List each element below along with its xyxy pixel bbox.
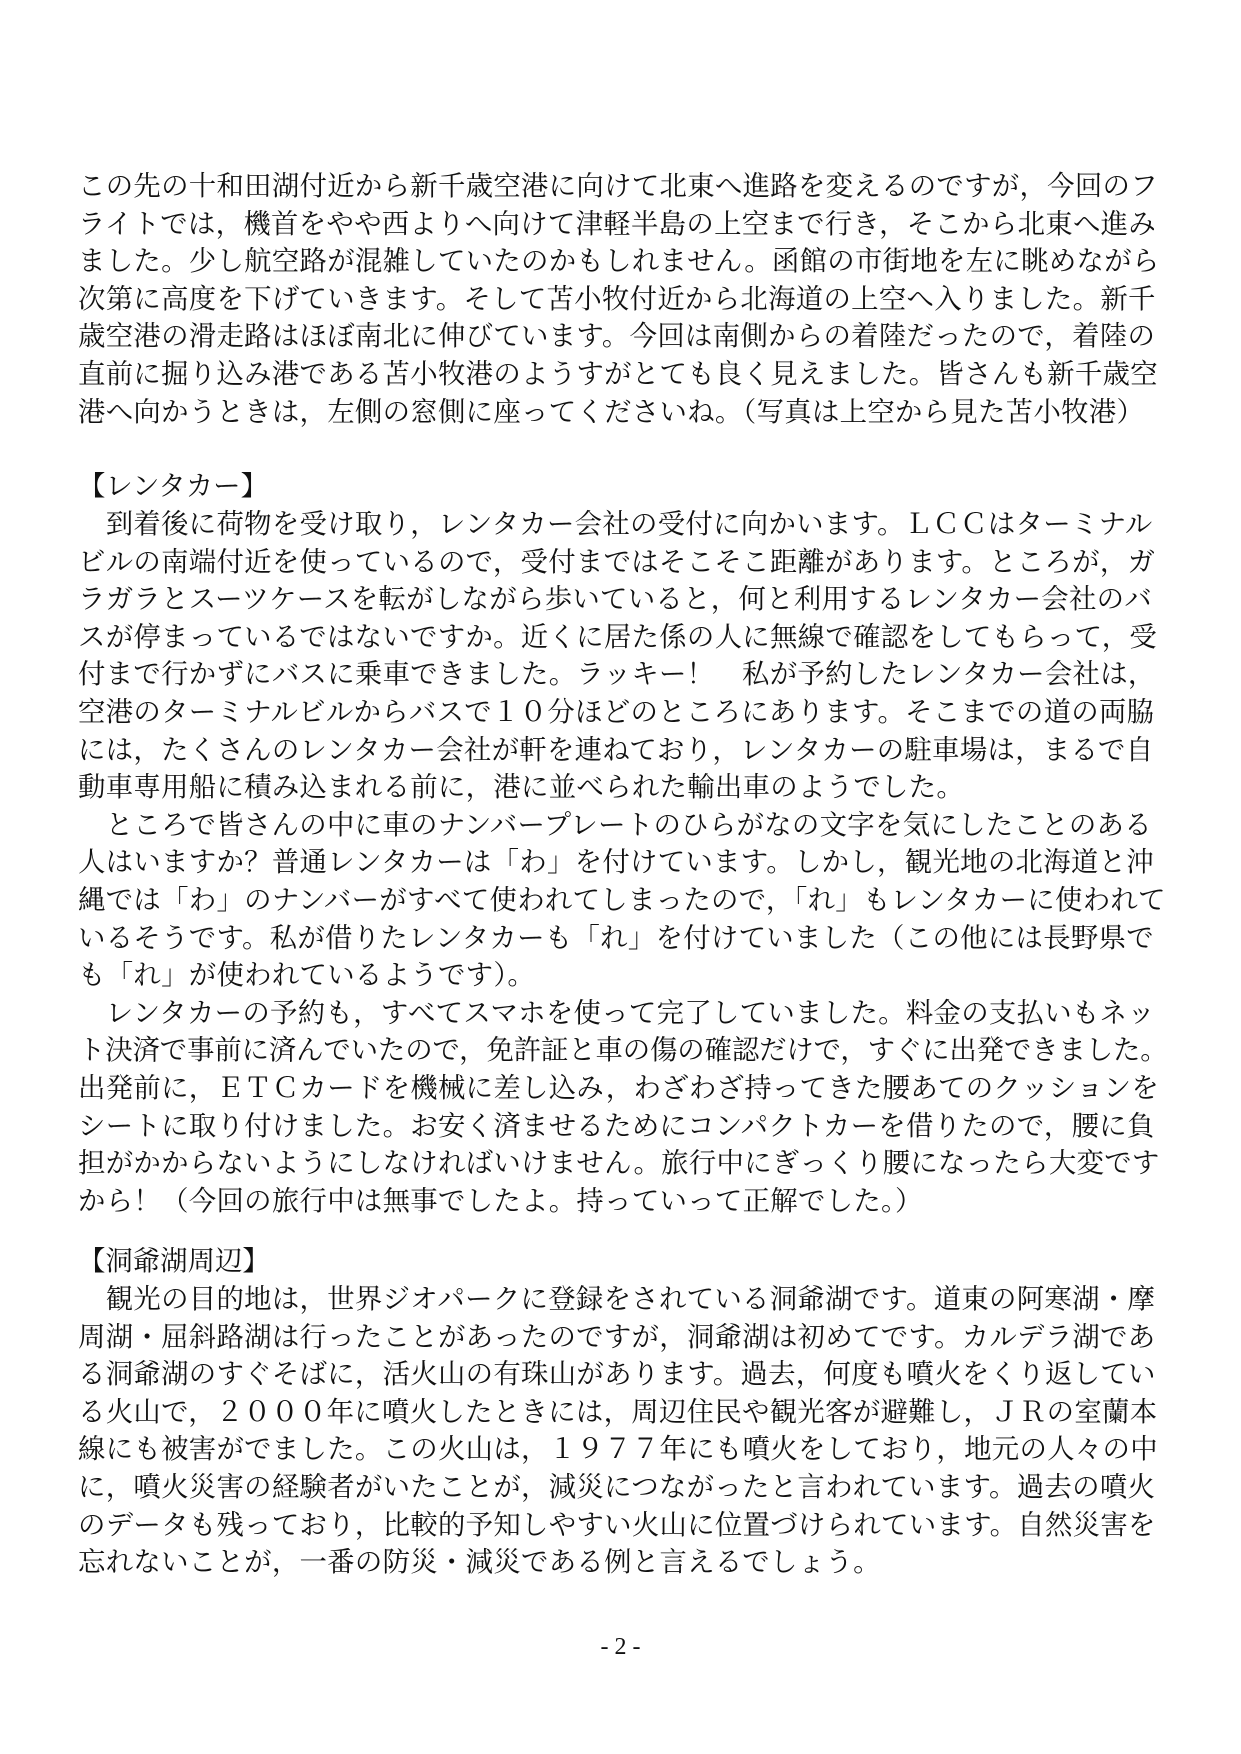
- paragraph-line: ました。少し航空路が混雑していたのかもしれません。函館の市街地を左に眺めながら: [78, 246, 1160, 278]
- paragraph-line: る火山で，２０００年に噴火したときには，周辺住民や観光客が避難し，ＪＲの室蘭本: [78, 1396, 1158, 1428]
- paragraph-line: のデータも残っており，比較的予知しやすい火山に位置づけられています。自然災害を: [78, 1509, 1156, 1541]
- paragraph-line: ト決済で事前に済んでいたので，免許証と車の傷の確認だけで，すぐに出発できました。: [78, 1035, 1168, 1067]
- paragraph-line: 忘れないことが，一番の防災・減災である例と言えるでしょう。: [78, 1547, 881, 1579]
- paragraph-line: 次第に高度を下げていきます。そして苫小牧付近から北海道の上空へ入りました。新千: [78, 283, 1156, 315]
- paragraph-line: 観光の目的地は，世界ジオパークに登録をされている洞爺湖です。道東の阿寒湖・摩: [78, 1284, 1156, 1315]
- paragraph-line: る洞爺湖のすぐそばに，活火山の有珠山があります。過去，何度も噴火をくり返してい: [78, 1359, 1156, 1391]
- paragraph-line: 付まで行かずにバスに乗車できました。ラッキー！ 私が予約したレンタカー会社は，: [78, 659, 1156, 691]
- paragraph-line: 空港のターミナルビルからバスで１０分ほどのところにあります。そこまでの道の両脇: [78, 696, 1155, 728]
- paragraph-line: ビルの南端付近を使っているので，受付まではそこそこ距離があります。ところが，ガ: [78, 546, 1156, 578]
- paragraph-line: に，噴火災害の経験者がいたことが，減災につながったと言われています。過去の噴火: [78, 1471, 1156, 1503]
- paragraph-line: 担がかからないようにしなければいけません。旅行中にぎっくり腰になったら大変です: [78, 1148, 1160, 1180]
- paragraph-line: 線にも被害がでました。この火山は，１９７７年にも噴火をしており，地元の人々の中: [78, 1434, 1158, 1466]
- rental-car-section-body: [78, 506, 1168, 1220]
- intro-paragraph: [78, 168, 1168, 431]
- paragraph-line: ところで皆さんの中に車のナンバープレートのひらがなの文字を気にしたことのある: [78, 809, 1152, 841]
- paragraph-line: スが停まっているではないですか。近くに居た係の人に無線で確認をしてもらって，受: [78, 621, 1158, 653]
- paragraph-line: 人はいますか？普通レンタカーは「わ」を付けています。しかし，観光地の北海道と沖: [78, 847, 1154, 879]
- paragraph-line: 到着後に荷物を受け取り，レンタカー会社の受付に向かいます。ＬＣＣはターミナル: [78, 509, 1153, 540]
- paragraph-line: には，たくさんのレンタカー会社が軒を連ねており，レンタカーの駐車場は，まるで自: [78, 734, 1154, 766]
- paragraph-line: この先の十和田湖付近から新千歳空港に向けて北東へ進路を変えるのですが，今回のフ: [78, 171, 1158, 202]
- paragraph-line: シートに取り付けました。お安く済ませるためにコンパクトカーを借りたので，腰に負: [78, 1110, 1155, 1142]
- paragraph-line: 周湖・屈斜路湖は行ったことがあったのですが，洞爺湖は初めてです。カルデラ湖であ: [78, 1321, 1156, 1353]
- section-heading-rental-car: 【レンタカー】: [78, 471, 268, 502]
- page-number: - 2 -: [600, 1634, 641, 1660]
- paragraph-line: ラガラとスーツケースを転がしながら歩いていると，何と利用するレンタカー会社のバ: [78, 584, 1153, 616]
- paragraph-line: 歳空港の滑走路はほぼ南北に伸びています。今回は南側からの着陸だったので，着陸の: [78, 321, 1156, 353]
- paragraph-line: 縄では「わ」のナンバーがすべて使われてしまったので，「れ」もレンタカーに使われて: [78, 884, 1166, 916]
- paragraph-line: から！（今回の旅行中は無事でしたよ。持っていって正解でした。）: [78, 1185, 923, 1217]
- paragraph-line: いるそうです。私が借りたレンタカーも「れ」を付けていました（この他には長野県で: [78, 922, 1154, 954]
- paragraph-line: 直前に掘り込み港である苫小牧港のようすがとても良く見えました。皆さんも新千歳空: [78, 358, 1158, 390]
- paragraph-line: 港へ向かうときは，左側の窓側に座ってくださいね。（写真は上空から見た苫小牧港）: [78, 396, 1145, 428]
- paragraph-line: も「れ」が使われているようです）。: [78, 960, 536, 992]
- paragraph-line: ライトでは，機首をやや西よりへ向けて津軽半島の上空まで行き，そこから北東へ進み: [78, 208, 1157, 240]
- section-heading-lake-toya: 【洞爺湖周辺】: [78, 1246, 270, 1277]
- paragraph-line: レンタカーの予約も，すべてスマホを使って完了していました。料金の支払いもネッ: [78, 997, 1156, 1029]
- paragraph-line: 出発前に，ＥＴＣカードを機械に差し込み，わざわざ持ってきた腰あてのクッションを: [78, 1072, 1160, 1104]
- lake-toya-section-body: [78, 1281, 1168, 1582]
- paragraph-line: 動車専用船に積み込まれる前に，港に並べられた輸出車のようでした。: [78, 772, 965, 804]
